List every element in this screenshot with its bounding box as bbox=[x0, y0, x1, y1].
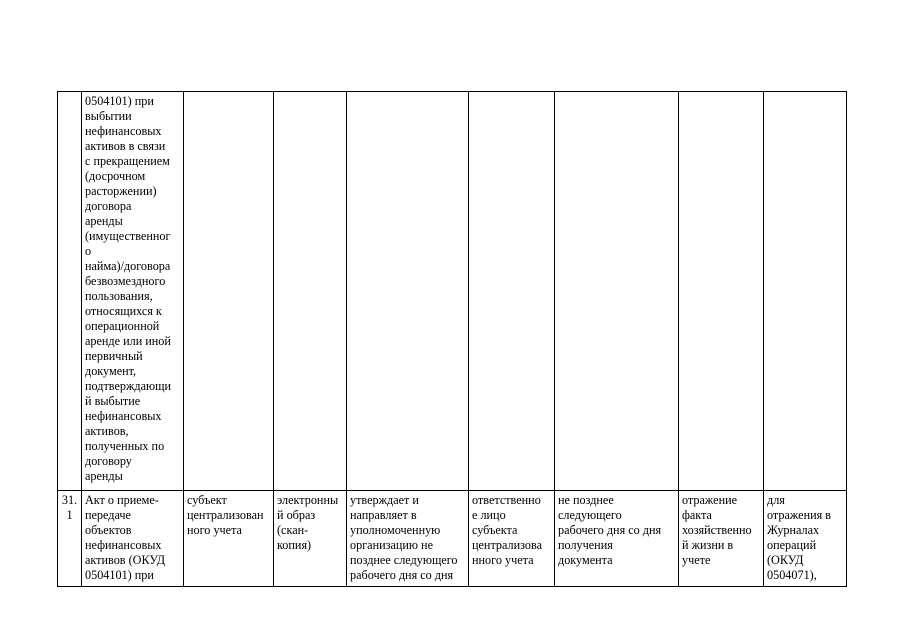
table-cell bbox=[555, 92, 679, 491]
row-number-cell bbox=[58, 92, 82, 491]
purpose-cell: отражение факта хозяйственно й жизни в учете bbox=[679, 491, 764, 587]
table-cell bbox=[764, 92, 847, 491]
table-cell bbox=[469, 92, 555, 491]
table-cell bbox=[347, 92, 469, 491]
action-cell: утверждает и направляет в уполномоченную организацию не позднее следующего рабочего дня со дня bbox=[347, 491, 469, 587]
document-table bbox=[57, 91, 847, 587]
table-cell bbox=[184, 92, 274, 491]
table-row bbox=[58, 491, 847, 587]
deadline-cell: не позднее следующего рабочего дня со дня получения документа bbox=[555, 491, 679, 587]
table-cell bbox=[274, 92, 347, 491]
row-number-cell: 31. 1 bbox=[58, 491, 82, 587]
note-cell: для отражения в Журналах операций (ОКУД 0504071), bbox=[764, 491, 847, 587]
table-row bbox=[58, 92, 847, 491]
responsible-cell: ответственно е лицо субъекта централизова нного учета bbox=[469, 491, 555, 587]
creator-cell: субъект централизован ного учета bbox=[184, 491, 274, 587]
table-cell bbox=[679, 92, 764, 491]
document-name-cell: Акт о приеме- передаче объектов нефинансовых активов (ОКУД 0504101) при bbox=[82, 491, 184, 587]
document-name-cell: 0504101) при выбытии нефинансовых активов в связи с прекращением (досрочном расторжении) договора аренды (имущественног о найма)/договора безвозмездного пользования, относящихся к операционной аренде или иной первичный документ, подтверждающи й выбытие нефинансовых активов, полученных по договору аренды bbox=[82, 92, 184, 491]
format-cell: электронны й образ (скан- копия) bbox=[274, 491, 347, 587]
